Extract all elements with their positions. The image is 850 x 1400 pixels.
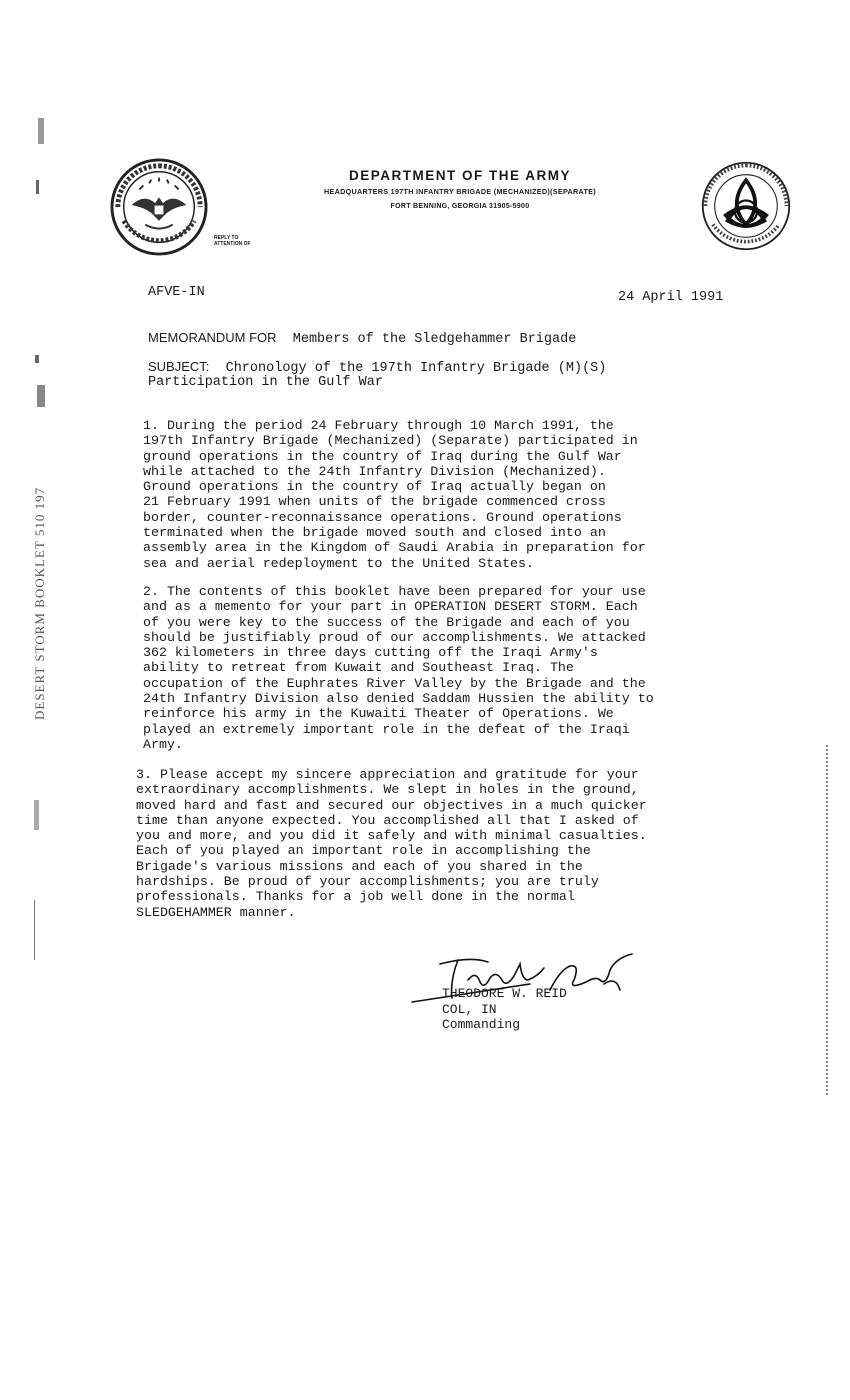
scan-speck [34,800,39,830]
memorandum-for-value: Members of the Sledgehammer Brigade [292,332,577,347]
reply-to-label [214,235,251,247]
paragraph-2: 2. The contents of this booklet have been prepared for your use and as a memento for your part in OPERATION DESERT STORM. Each of you were key to the success of the Brigade and each of you should be justifiably proud of our accomplishments. We attacked 362 kilometers in three days cutting off the Iraqi Army's ability to retreat from Kuwait and Southeast Iraq. The occupation of the Euphrates River Valley by the Brigade and the 24th Infantry Division also denied Saddam Hussien the ability to reinforce his army in the Kuwaiti Theater of Operations. We played an extremely important role in the defeat of the Iraqi Army. [143,584,654,752]
office-symbol: AFVE-IN [148,285,205,300]
scan-speck [37,385,45,407]
paragraph-3: 3. Please accept my sincere appreciation and gratitude for your extraordinary accomplishments. We slept in holes in the ground, moved hard and fast and secured our objectives in a much quicker time than anyone expected. You accomplished all that I asked of you and more, and you did it safely and with minimal casualties. Each of you played an important role in accomplishing the Brigade's various missions and each of you shared in the hardships. Be proud of your accomplishments; you are truly professionals. Thanks for a job well done in the normal SLEDGEHAMMER manner. [136,767,647,920]
paragraph-1: 1. During the period 24 February through 10 March 1991, the 197th Infantry Brigade (Mechanized) (Separate) participated in ground operations in the country of Iraq during the Gulf War while attached to the 24th Infantry Division (Mechanized). Ground operations in the country of Iraq actually began on 21 February 1991 when units of the brigade commenced cross border, counter-reconnaissance operations. Ground operations terminated when the brigade moved south and closed into an assembly area in the Kingdom of Saudi Arabia in preparation for sea and aerial redeployment to the United States. [143,418,646,571]
signer-title: Commanding [442,1017,521,1032]
reply-to-line: REPLY TO [214,235,239,241]
memo-date: 24 April 1991 [618,290,724,305]
constitution-bicentennial-seal-icon [700,160,792,252]
scan-speck [38,118,44,144]
signer-rank: COL, IN [442,1001,497,1017]
dod-eagle-seal-icon [110,158,208,256]
scan-line-left [34,900,35,960]
subject-block [148,360,606,390]
subject-label: SUBJECT: [148,359,210,374]
attention-of-line: ATTENTION OF [214,241,251,247]
scan-speck [36,180,39,194]
scan-speck [35,355,39,363]
subject-line-1: Chronology of the 197th Infantry Brigade (M)(S) [225,361,607,376]
memorandum-for [148,330,576,347]
department-title: DEPARTMENT OF THE ARMY [349,168,571,183]
memorandum-for-label: MEMORANDUM FOR [148,330,277,345]
margin-side-text: DESERT STORM BOOKLET 510 197 [32,486,47,720]
address-line: FORT BENNING, GEORGIA 31905-5900 [390,203,530,210]
subject-line-2: Participation in the Gulf War [148,375,383,390]
signature-block [442,986,567,1033]
signer-name: THEODORE W. REID [442,986,567,1001]
headquarters-line: HEADQUARTERS 197TH INFANTRY BRIGADE (MECHANIZED)(SEPARATE) [324,187,596,196]
scan-line-right [826,745,830,1095]
